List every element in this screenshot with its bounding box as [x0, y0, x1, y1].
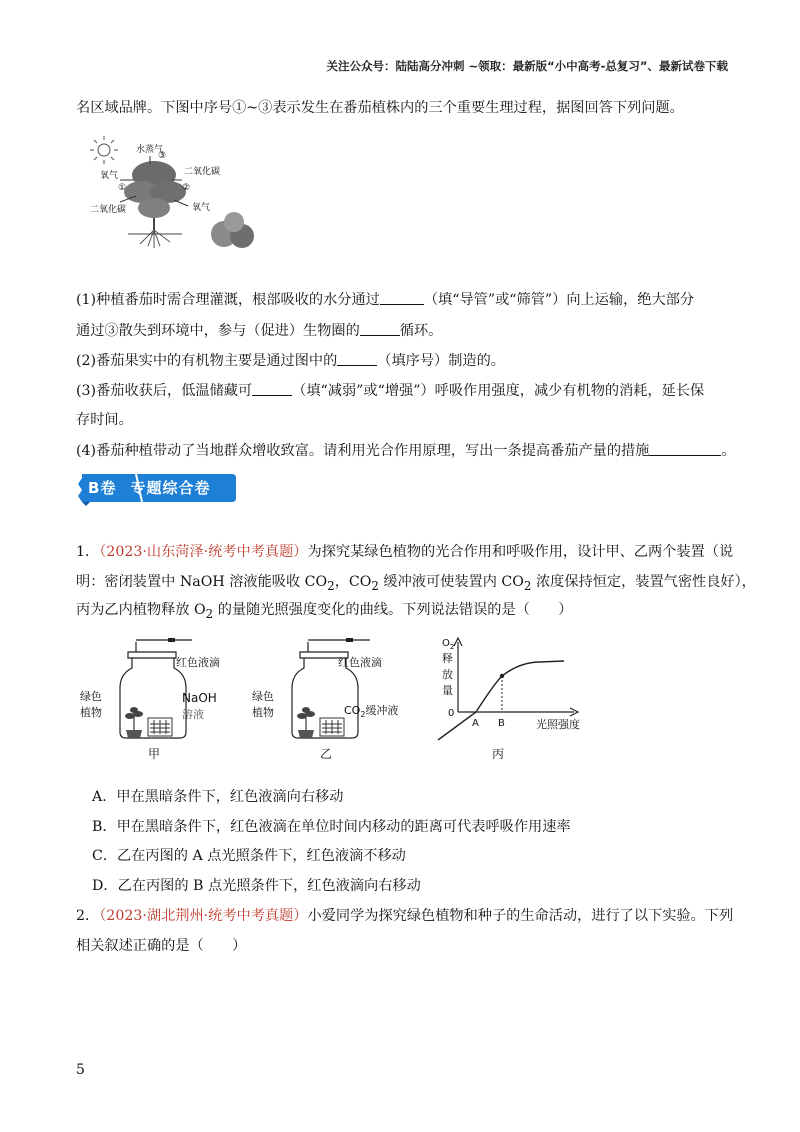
tomato-plant-figure — [84, 130, 274, 258]
label-red-drop: 红色液滴 — [176, 656, 220, 669]
y-axis-label-1: 释 — [442, 652, 453, 665]
question-4: (4)番茄种植带动了当地群众增收致富。请利用光合作用原理，写出一条提高番茄产量的措施 。 — [76, 443, 736, 459]
label-oxygen-right: 氧气 — [192, 203, 211, 213]
answer-blank[interactable] — [380, 290, 424, 305]
y-axis-label-2: 放 — [442, 668, 453, 681]
option-a[interactable]: A．甲在黑暗条件下，红色液滴向右移动 — [92, 789, 344, 805]
point-b-label: B — [498, 718, 505, 729]
section-banner — [76, 472, 238, 508]
origin-label: 0 — [448, 708, 455, 719]
caption-yi: 乙 — [320, 747, 333, 761]
label-co2-left: 二氧化碳 — [90, 205, 127, 215]
tomato-icon — [211, 212, 254, 248]
problem-1-source: （2023·山东菏泽·统考中考真题） — [99, 544, 308, 560]
apparatus-jia-figure — [76, 634, 236, 764]
page-number: 5 — [76, 1062, 85, 1078]
problem-1-line-3: 丙为乙内植物释放 $O_2$ 的量随光照强度变化的曲线。下列说法错误的是（ ） — [76, 602, 573, 621]
beaker-icon — [320, 718, 344, 736]
problem-2-line-2: 相关叙述正确的是（ ） — [76, 938, 247, 954]
question-3-line-1: (3)番茄收获后，低温储藏可 （填“减弱”或“增强”）呼吸作用强度，减少有机物的消耗，延长保 — [76, 383, 705, 399]
sun-icon — [90, 136, 118, 164]
problem-2-source: （2023·湖北荆州·统考中考真题） — [99, 908, 308, 924]
question-3-line-2: 存时间。 — [76, 412, 133, 428]
caption-bing: 丙 — [492, 747, 505, 761]
option-d[interactable]: D．乙在丙图的 B 点光照条件下，红色液滴向右移动 — [92, 878, 421, 894]
question-2: (2)番茄果实中的有机物主要是通过图中的 （填序号）制造的。 — [76, 353, 505, 369]
label-process-1: ① — [118, 183, 127, 193]
label-red-drop: 红色液滴 — [338, 656, 382, 669]
label-green-plant-2: 植物 — [80, 706, 102, 719]
potted-plant-icon — [297, 707, 315, 738]
y-axis-label-3: 量 — [442, 684, 453, 697]
potted-plant-icon — [125, 707, 143, 738]
y-axis-label-o2: $O_2$ — [442, 638, 455, 651]
beaker-icon — [148, 718, 172, 736]
answer-blank[interactable] — [649, 441, 721, 456]
problem-1-line-2: 明：密闭装置中 NaOH 溶液能吸收 $CO_2$，$CO_2$ 缓冲液可使装置内 $CO_2$ 浓度保持恒定，装置气密性良好）， — [76, 574, 756, 593]
question-1-line-2: 通过③散失到环境中，参与（促进）生物圈的 循环。 — [76, 323, 443, 339]
label-oxygen-left: 氧气 — [100, 171, 119, 181]
point-a-label: A — [472, 718, 479, 729]
label-green-plant-1: 绿色 — [252, 690, 274, 703]
label-water-vapor: 水蒸气 — [136, 145, 164, 155]
problem-1-line-1: 1．（2023·山东菏泽·统考中考真题）为探究某绿色植物的光合作用和呼吸作用，设计甲、乙两个装置（说 — [76, 544, 734, 560]
answer-blank[interactable] — [252, 381, 292, 396]
banner-title: 专题综合卷 — [130, 478, 211, 497]
label-process-2: ② — [182, 183, 191, 193]
answer-blank[interactable] — [360, 321, 400, 336]
option-c[interactable]: C．乙在丙图的 A 点光照条件下，红色液滴不移动 — [92, 848, 406, 864]
banner-part-label: B卷 — [88, 478, 117, 497]
answer-blank[interactable] — [337, 351, 377, 366]
label-naoh-1: NaOH — [182, 691, 217, 705]
label-process-3: ③ — [158, 151, 167, 161]
option-b[interactable]: B．甲在黑暗条件下，红色液滴在单位时间内移动的距离可代表呼吸作用速率 — [92, 819, 571, 835]
label-buffer: $CO_2$缓冲液 — [344, 704, 399, 719]
oxygen-release-graph — [424, 630, 604, 764]
intro-text: 名区域品牌。下图中序号①~③表示发生在番茄植株内的三个重要生理过程，据图回答下列问题。 — [76, 100, 684, 116]
question-1-line-1: (1)种植番茄时需合理灌溉，根部吸收的水分通过 （填“导管”或“筛管”）向上运输，绝大部分 — [76, 292, 695, 308]
label-co2-right: 二氧化碳 — [184, 167, 221, 177]
problem-2-line-1: 2．（2023·湖北荆州·统考中考真题）小爱同学为探究绿色植物和种子的生命活动，进行了以下实验。下列 — [76, 908, 734, 924]
plant-icon — [124, 161, 186, 248]
point-b-marker — [500, 674, 504, 678]
page-header: 关注公众号：陆陆高分冲刺 ~领取：最新版“小中高考-总复习”、最新试卷下载 — [326, 59, 728, 73]
x-axis-label: 光照强度 — [536, 718, 580, 731]
label-naoh-2: 溶液 — [182, 708, 204, 721]
apparatus-yi-figure — [248, 634, 418, 764]
caption-jia: 甲 — [148, 747, 161, 761]
label-green-plant-2: 植物 — [252, 706, 274, 719]
label-green-plant-1: 绿色 — [80, 690, 102, 703]
